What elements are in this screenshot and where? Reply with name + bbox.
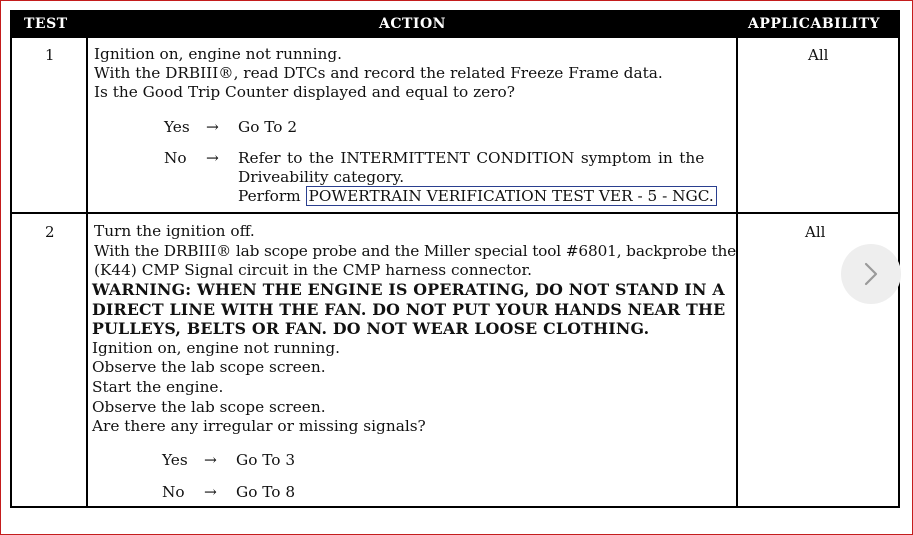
- answer-result: Go To 8: [236, 483, 296, 501]
- diagnostic-table: [10, 10, 900, 508]
- applicability-value: All: [805, 223, 826, 241]
- chevron-right-icon: [861, 262, 881, 286]
- action-text: Observe the lab scope screen.: [92, 358, 326, 376]
- header-action: ACTION: [379, 16, 446, 32]
- next-page-button[interactable]: [841, 244, 901, 304]
- column-divider: [86, 38, 88, 506]
- answer-label: No: [164, 149, 187, 167]
- answer-result-perform: [238, 187, 717, 205]
- answer-result: Driveability category.: [238, 168, 405, 186]
- warning-text: PULLEYS, BELTS OR FAN. DO NOT WEAR LOOSE CLOTHING.: [92, 319, 650, 338]
- answer-label: No: [162, 483, 185, 501]
- answer-result: Refer to the INTERMITTENT CONDITION symptom in the: [238, 149, 705, 167]
- test-number: 2: [45, 223, 55, 241]
- verification-test-link[interactable]: POWERTRAIN VERIFICATION TEST VER - 5 - NGC.: [306, 186, 717, 206]
- test-number: 1: [45, 46, 55, 64]
- action-text: Ignition on, engine not running.: [92, 339, 341, 357]
- action-text: Is the Good Trip Counter displayed and equal to zero?: [94, 83, 515, 101]
- answer-result: Go To 3: [236, 451, 296, 469]
- row-divider: [12, 212, 898, 214]
- header-applicability: APPLICABILITY: [748, 16, 881, 32]
- action-text: Observe the lab scope screen.: [92, 398, 326, 416]
- table-header: [12, 12, 898, 38]
- perform-label: Perform: [238, 187, 301, 205]
- warning-text: WARNING: WHEN THE ENGINE IS OPERATING, DO NOT STAND IN A: [92, 280, 725, 299]
- action-text: Turn the ignition off.: [94, 222, 255, 240]
- action-text: (K44) CMP Signal circuit in the CMP harness connector.: [94, 261, 532, 279]
- answer-label: Yes: [162, 451, 188, 469]
- action-text: Start the engine.: [92, 378, 224, 396]
- arrow-icon: →: [206, 118, 219, 136]
- arrow-icon: →: [204, 483, 217, 501]
- arrow-icon: →: [206, 149, 219, 167]
- column-divider: [736, 38, 738, 506]
- arrow-icon: →: [204, 451, 217, 469]
- header-test: TEST: [24, 16, 68, 32]
- answer-result: Go To 2: [238, 118, 298, 136]
- action-text: Are there any irregular or missing signals?: [92, 417, 426, 435]
- applicability-value: All: [808, 46, 829, 64]
- action-text: Ignition on, engine not running.: [94, 45, 343, 63]
- answer-label: Yes: [164, 118, 190, 136]
- action-text: With the DRBIII® lab scope probe and the Miller special tool #6801, backprobe the: [94, 242, 737, 260]
- warning-text: DIRECT LINE WITH THE FAN. DO NOT PUT YOUR HANDS NEAR THE: [92, 300, 726, 319]
- action-text: With the DRBIII®, read DTCs and record the related Freeze Frame data.: [94, 64, 663, 82]
